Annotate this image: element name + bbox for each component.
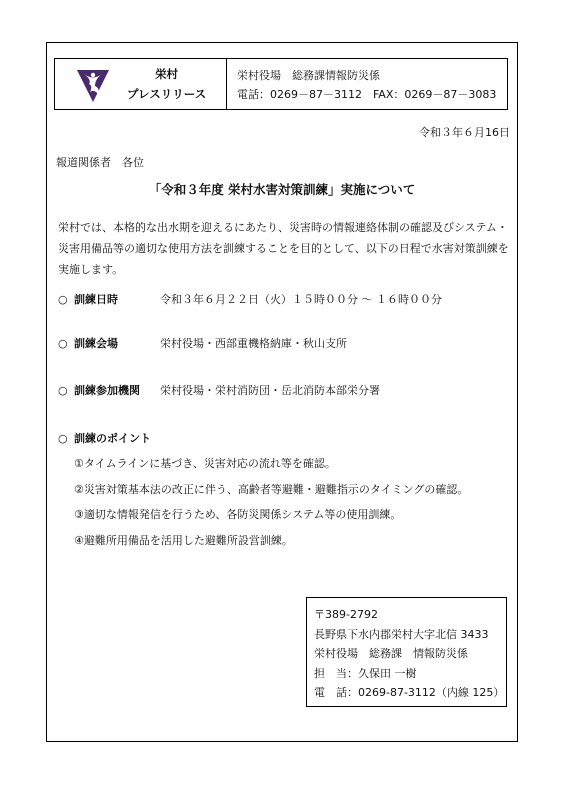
item-label: 訓練のポイント [74, 432, 151, 445]
item-label: 訓練日時 [74, 293, 118, 306]
contact-address: 長野県下水内郡栄村大字北信 3433 [314, 627, 489, 641]
release-date: 令和３年６月16日 [419, 126, 510, 139]
contact-postal-code: 〒389-2792 [314, 608, 378, 621]
addressee: 報道関係者 各位 [56, 156, 144, 169]
header-phone-fax: 電話：0269－87－3112 FAX：0269－87－3083 [237, 88, 497, 101]
document-title: 「令和３年度 栄村水害対策訓練」実施について [148, 182, 416, 197]
contact-person: 担 当：久保田 一樹 [314, 666, 417, 680]
header-brand-cell [55, 59, 227, 109]
list-item: ④避難所用備品を活用した避難所設営訓練。 [74, 533, 293, 547]
item-label: 訓練参加機関 [74, 384, 140, 397]
brand-text [127, 64, 206, 104]
item-training-points [58, 430, 151, 446]
training-points-list [74, 451, 468, 553]
header-office: 栄村役場 総務課情報防災係 [237, 69, 380, 82]
list-item: ②災害対策基本法の改正に伴う、高齢者等避難・避難指示のタイミングの確認。 [74, 482, 469, 496]
item-training-venue [58, 335, 347, 351]
list-item: ①タイムラインに基づき、災害対応の流れ等を確認。 [74, 457, 336, 470]
circle-bullet-icon: ○ [58, 292, 68, 306]
contact-phone: 電 話：0269-87-3112（内線 125） [314, 686, 505, 699]
item-training-datetime [58, 291, 442, 307]
intro-line: 災害用備品等の適切な使用方法を訓練することを目的として、以下の日程で水害対策訓練を [58, 242, 509, 255]
intro-line: 実施します。 [58, 263, 124, 276]
item-value: 栄村役場・栄村消防団・岳北消防本部栄分署 [160, 384, 380, 397]
brand-line-press-release: プレスリリース [127, 87, 207, 101]
item-label: 訓練会場 [74, 337, 118, 350]
contact-department: 栄村役場 総務課 情報防災係 [314, 647, 468, 660]
list-item: ③適切な情報発信を行うため、各防災関係システム等の使用訓練。 [74, 508, 402, 521]
item-participating-agencies [58, 382, 380, 398]
intro-line: 栄村では、本格的な出水期を迎えるにあたり、災害時の情報連絡体制の確認及びシステム・ [58, 221, 508, 234]
circle-bullet-icon: ○ [58, 383, 68, 397]
contact-box [306, 597, 507, 707]
village-emblem-icon [73, 64, 113, 104]
circle-bullet-icon: ○ [58, 336, 68, 350]
item-value: 令和３年６月２２日（火）１５時００分 ～ １６時００分 [160, 293, 442, 306]
circle-bullet-icon: ○ [58, 431, 68, 445]
item-value: 栄村役場・西部重機格納庫・秋山支所 [160, 337, 347, 350]
header-contact-cell [227, 59, 496, 109]
brand-line-village: 栄村 [155, 67, 179, 81]
intro-paragraph [58, 217, 510, 280]
press-release-header [54, 58, 508, 110]
